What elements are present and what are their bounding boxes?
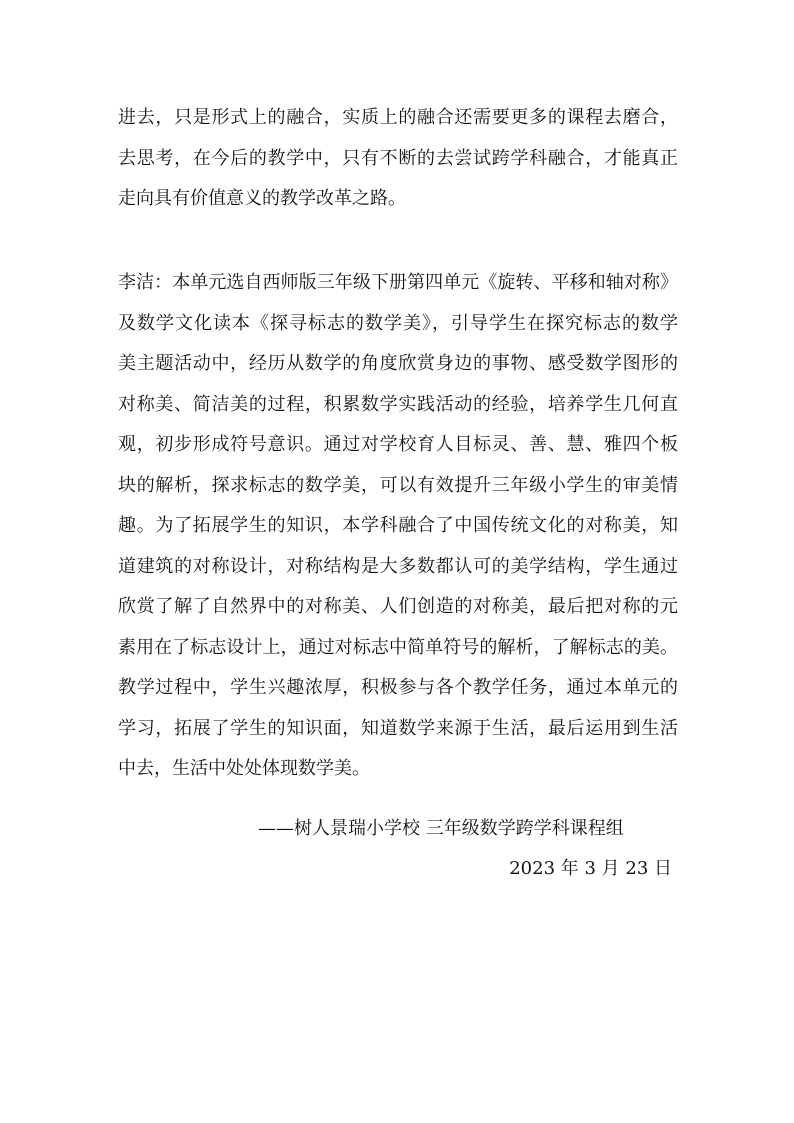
date-line: 2023 年 3 月 23 日	[509, 858, 672, 879]
text-line: 进去，只是形式上的融合，实质上的融合还需要更多的课程去磨合，	[118, 107, 678, 128]
text-line: 欣赏了解了自然界中的对称美、人们创造的对称美，最后把对称的元	[118, 596, 678, 617]
text-line: 块的解析，探求标志的数学美，可以有效提升三年级小学生的审美情	[118, 474, 678, 496]
paragraph-reflection-end	[118, 98, 678, 220]
text-line: 及数学文化读本《探寻标志的数学美》，引导学生在探究标志的数学	[118, 312, 678, 334]
text-line: 观，初步形成符号意识。通过对学校育人目标灵、善、慧、雅四个板	[118, 434, 678, 455]
text-line: 中去，生活中处处体现数学美。	[118, 758, 370, 779]
text-line: 趣。为了拓展学生的知识，本学科融合了中国传统文化的对称美，知	[118, 515, 678, 536]
text-line: 李洁：本单元选自西师版三年级下册第四单元《旋转、平移和轴对称》	[118, 272, 678, 293]
text-line: 走向具有价值意义的教学改革之路。	[118, 188, 406, 209]
signature-line: ——树人景瑞小学校 三年级数学跨学科课程组	[258, 818, 624, 839]
text-line: 去思考，在今后的教学中，只有不断的去尝试跨学科融合，才能真正	[118, 147, 678, 169]
text-line: 道建筑的对称设计，对称结构是大多数都认可的美学结构，学生通过	[118, 555, 678, 577]
text-line: 素用在了标志设计上，通过对标志中简单符号的解析，了解标志的美。	[118, 636, 678, 658]
text-line: 对称美、简洁美的过程，积累数学实践活动的经验，培养学生几何直	[118, 393, 678, 415]
text-line: 美主题活动中，经历从数学的角度欣赏身边的事物、感受数学图形的	[118, 353, 678, 374]
text-line: 学习，拓展了学生的知识面，知道数学来源于生活，最后运用到生活	[118, 717, 678, 739]
paragraph-li-jie-reflection	[118, 263, 678, 790]
text-line: 教学过程中，学生兴趣浓厚，积极参与各个教学任务，通过本单元的	[118, 677, 678, 698]
